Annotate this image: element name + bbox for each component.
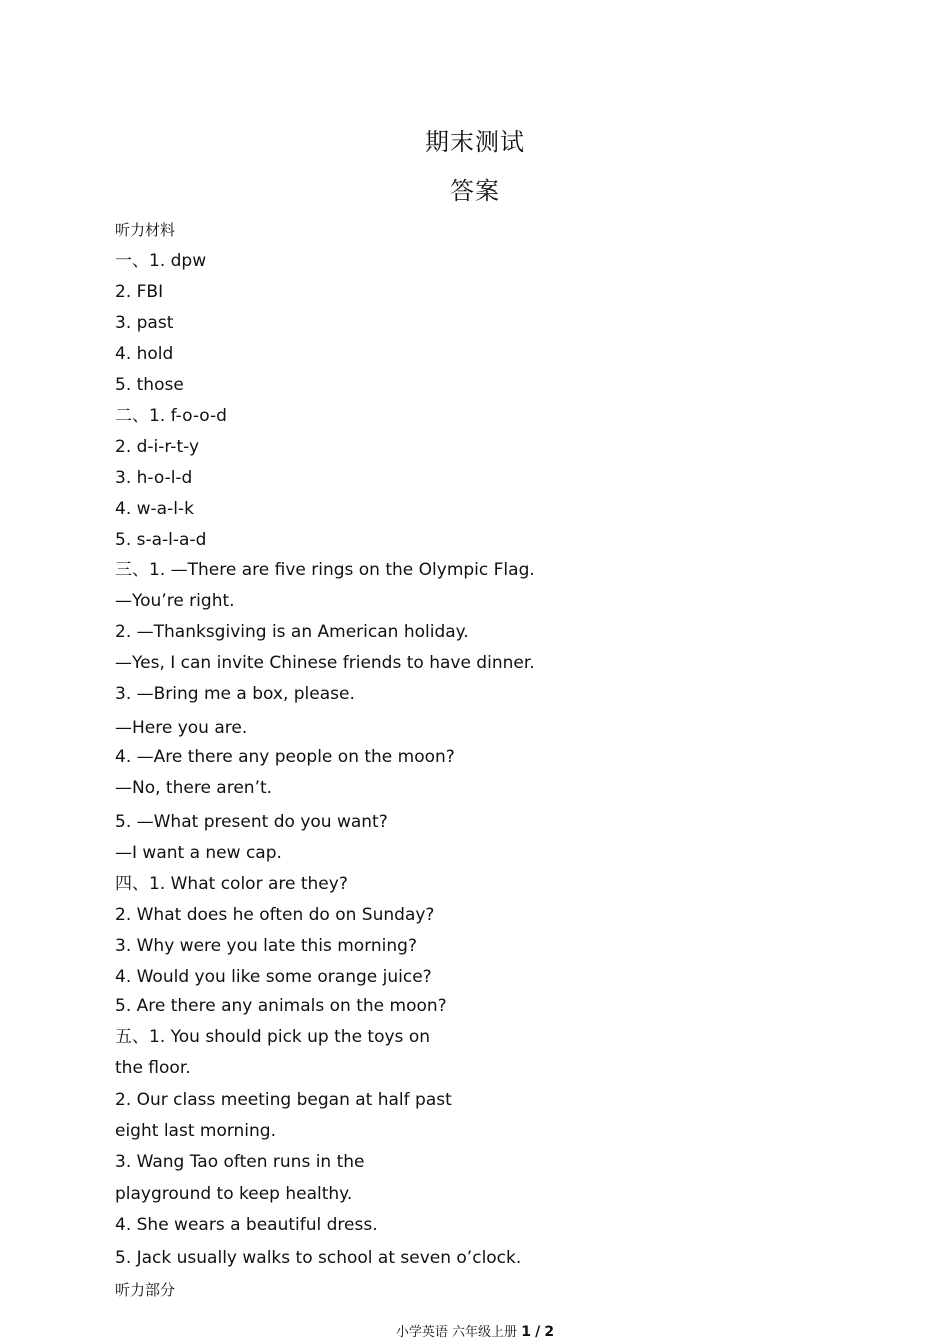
page-subtitle: 答案 <box>450 177 500 205</box>
text-line: 五、1. You should pick up the toys on <box>115 1027 430 1047</box>
text-line: —I want a new cap. <box>115 843 282 863</box>
section-heading: 听力材料 <box>115 221 176 239</box>
text-line: 一、1. dpw <box>115 251 207 271</box>
text-line: 3. Why were you late this morning? <box>115 936 417 956</box>
text-line: 3. h-o-l-d <box>115 468 193 488</box>
text-line: —Here you are. <box>115 718 248 738</box>
text-line: 5. those <box>115 375 184 395</box>
text-line: 3. Wang Tao often runs in the <box>115 1152 365 1172</box>
text-line: 5. —What present do you want? <box>115 812 388 832</box>
text-line: —You’re right. <box>115 591 235 611</box>
page-total: 2 <box>544 1324 555 1340</box>
text-line: eight last morning. <box>115 1121 277 1141</box>
page-current: 1 <box>521 1324 531 1340</box>
text-line: 5. Are there any animals on the moon? <box>115 996 447 1016</box>
text-line: 5. s-a-l-a-d <box>115 530 207 550</box>
text-line: 5. Jack usually walks to school at seven o’clock. <box>115 1248 522 1268</box>
text-line: 四、1. What color are they? <box>115 874 348 894</box>
text-line: 2. Our class meeting began at half past <box>115 1090 452 1110</box>
text-line: 4. Would you like some orange juice? <box>115 967 432 987</box>
page-separator: / <box>535 1324 541 1340</box>
text-line: 2. —Thanksgiving is an American holiday. <box>115 622 469 642</box>
text-line: 4. w-a-l-k <box>115 499 194 519</box>
text-line: the floor. <box>115 1058 191 1078</box>
text-line: 2. What does he often do on Sunday? <box>115 905 435 925</box>
text-line: 4. She wears a beautiful dress. <box>115 1215 378 1235</box>
page-title: 期末测试 <box>425 128 525 156</box>
text-line: 三、1. —There are five rings on the Olympic Flag. <box>115 560 535 580</box>
text-line: playground to keep healthy. <box>115 1184 353 1204</box>
text-line: 2. FBI <box>115 282 164 302</box>
text-line: —Yes, I can invite Chinese friends to have dinner. <box>115 653 535 673</box>
text-line: 4. hold <box>115 344 174 364</box>
text-line: 2. d-i-r-t-y <box>115 437 200 457</box>
section-heading: 听力部分 <box>115 1281 176 1299</box>
text-line: 3. —Bring me a box, please. <box>115 684 355 704</box>
text-line: 4. —Are there any people on the moon? <box>115 747 455 767</box>
page-footer <box>0 1321 950 1340</box>
footer-label: 小学英语 六年级上册 <box>395 1325 518 1340</box>
text-line: —No, there aren’t. <box>115 778 273 798</box>
text-line: 二、1. f-o-o-d <box>115 406 227 426</box>
text-line: 3. past <box>115 313 174 333</box>
